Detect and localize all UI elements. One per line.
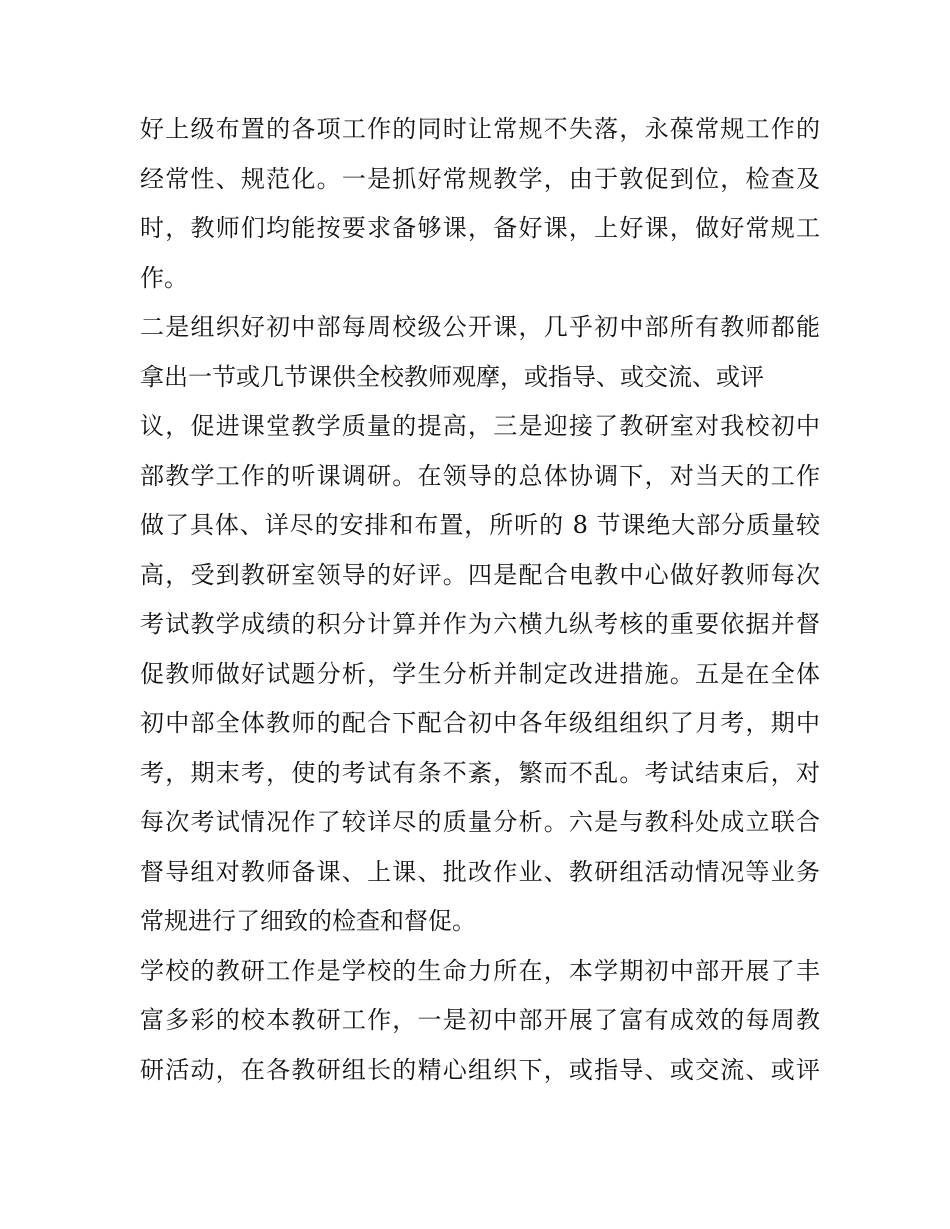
text-line: 部教学工作的听课调研。在领导的总体协调下，对当天的工作 — [140, 461, 820, 490]
text-line: 学校的教研工作是学校的生命力所在，本学期初中部开展了丰 — [140, 956, 820, 985]
text-line: 常规进行了细致的检查和督促。 — [140, 907, 476, 935]
paragraph-2 — [140, 303, 820, 947]
paragraph-3 — [140, 947, 820, 1096]
text-line: 考试教学成绩的积分计算并作为六横九纵考核的重要依据并督 — [140, 610, 820, 638]
text-line: 做了具体、详尽的安排和布置，所听的 8 节课绝大部分质量较 — [140, 511, 820, 539]
text-line: 初中部全体教师的配合下配合初中各年级组组织了月考，期中 — [140, 709, 820, 737]
text-line: 富多彩的校本教研工作，一是初中部开展了富有成效的每周教 — [140, 1006, 820, 1034]
text-line: 议，促进课堂教学质量的提高，三是迎接了教研室对我校初中 — [140, 412, 820, 440]
text-line: 时，教师们均能按要求备够课，备好课，上好课，做好常规工 — [140, 214, 820, 242]
text-line: 督导组对教师备课、上课、批改作业、教研组活动情况等业务 — [140, 857, 820, 886]
text-line: 好上级布置的各项工作的同时让常规不失落，永葆常规工作的 — [140, 115, 820, 143]
text-line: 研活动，在各教研组长的精心组织下，或指导、或交流、或评 — [140, 1055, 820, 1084]
text-line: 拿出一节或几节课供全校教师观摩，或指导、或交流、或评 — [140, 362, 764, 391]
text-line: 作。 — [140, 263, 188, 292]
text-line: 每次考试情况作了较详尽的质量分析。六是与教科处成立联合 — [140, 808, 820, 836]
document-body — [140, 105, 820, 1095]
text-line: 考，期末考，使的考试有条不紊，繁而不乱。考试结束后，对 — [140, 758, 820, 787]
text-line: 经常性、规范化。一是抓好常规教学，由于敦促到位，检查及 — [140, 164, 820, 193]
text-line: 高，受到教研室领导的好评。四是配合电教中心做好教师每次 — [140, 560, 820, 589]
paragraph-1 — [140, 105, 820, 303]
text-line: 促教师做好试题分析，学生分析并制定改进措施。五是在全体 — [140, 659, 820, 688]
text-line: 二是组织好初中部每周校级公开课，几乎初中部所有教师都能 — [140, 313, 820, 341]
